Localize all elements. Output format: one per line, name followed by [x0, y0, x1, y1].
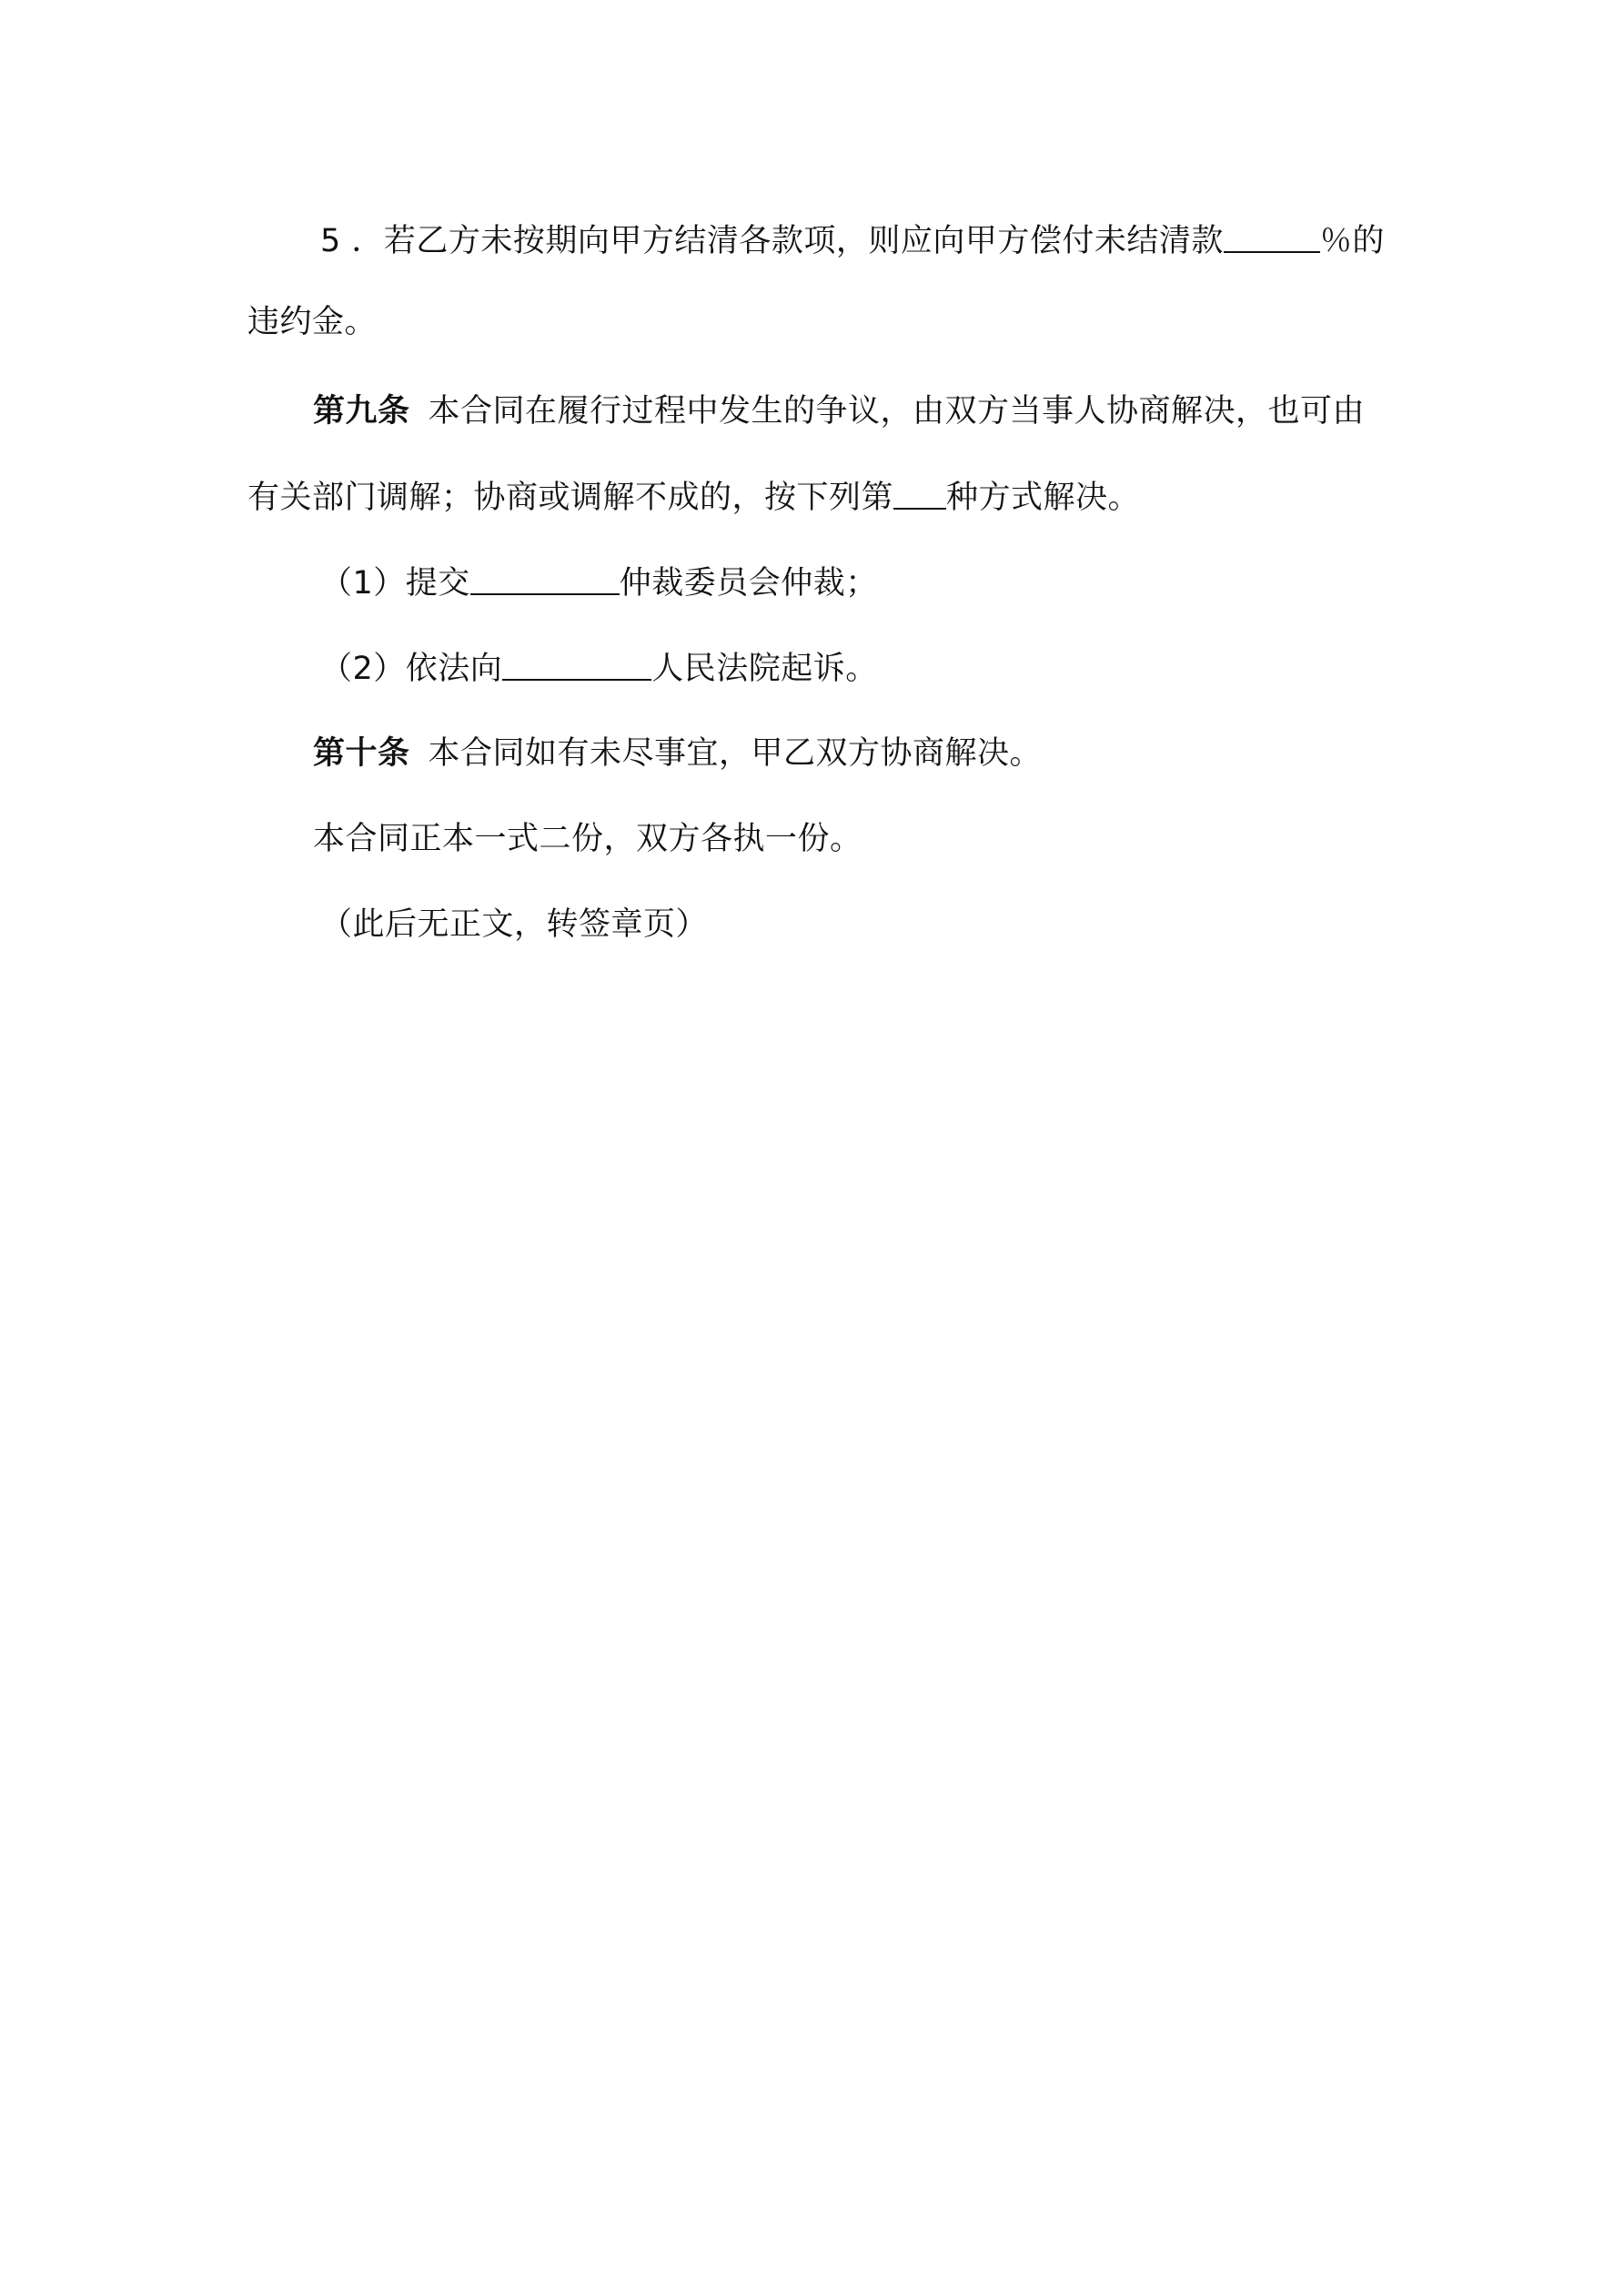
clause-5-line-2: 违约金。	[247, 304, 378, 340]
option-2-prefix: （2）依法向	[320, 651, 503, 687]
clause-5-line-1	[320, 218, 1385, 263]
article-9-text: 本合同在履行过程中发生的争议，由双方当事人协商解决，也可由	[428, 393, 1366, 430]
article-10-heading: 第十条	[313, 735, 410, 772]
article-9-line-2	[247, 475, 1140, 520]
copies-statement: 本合同正本一式二份，双方各执一份。	[313, 821, 862, 857]
method-number-blank	[893, 477, 946, 510]
signature-page-note: （此后无正文，转签章页）	[320, 906, 709, 943]
clause-5-percent: ％的	[1319, 223, 1385, 259]
article-9-option-2	[320, 646, 878, 691]
penalty-rate-blank	[1224, 220, 1320, 253]
article-9-text-2b: 种方式解决。	[946, 480, 1141, 516]
option-2-suffix: 人民法院起诉。	[651, 651, 878, 687]
article-9-text-2a: 有关部门调解；协商或调解不成的，按下列第	[247, 480, 894, 516]
court-blank	[502, 648, 651, 681]
article-9-line-1	[313, 389, 1365, 433]
option-1-suffix: 仲裁委员会仲裁；	[619, 565, 878, 602]
option-1-prefix: （1）提交	[320, 565, 470, 602]
article-9-option-1	[320, 561, 878, 605]
clause-5-text: 5 ．若乙方未按期向甲方结清各款项，则应向甲方偿付未结清款	[320, 223, 1224, 259]
article-9-heading: 第九条	[313, 393, 410, 430]
article-10-text: 本合同如有未尽事宜，甲乙双方协商解决。	[428, 735, 1043, 772]
article-10-line	[313, 732, 1042, 775]
arbitration-commission-blank	[470, 562, 620, 595]
